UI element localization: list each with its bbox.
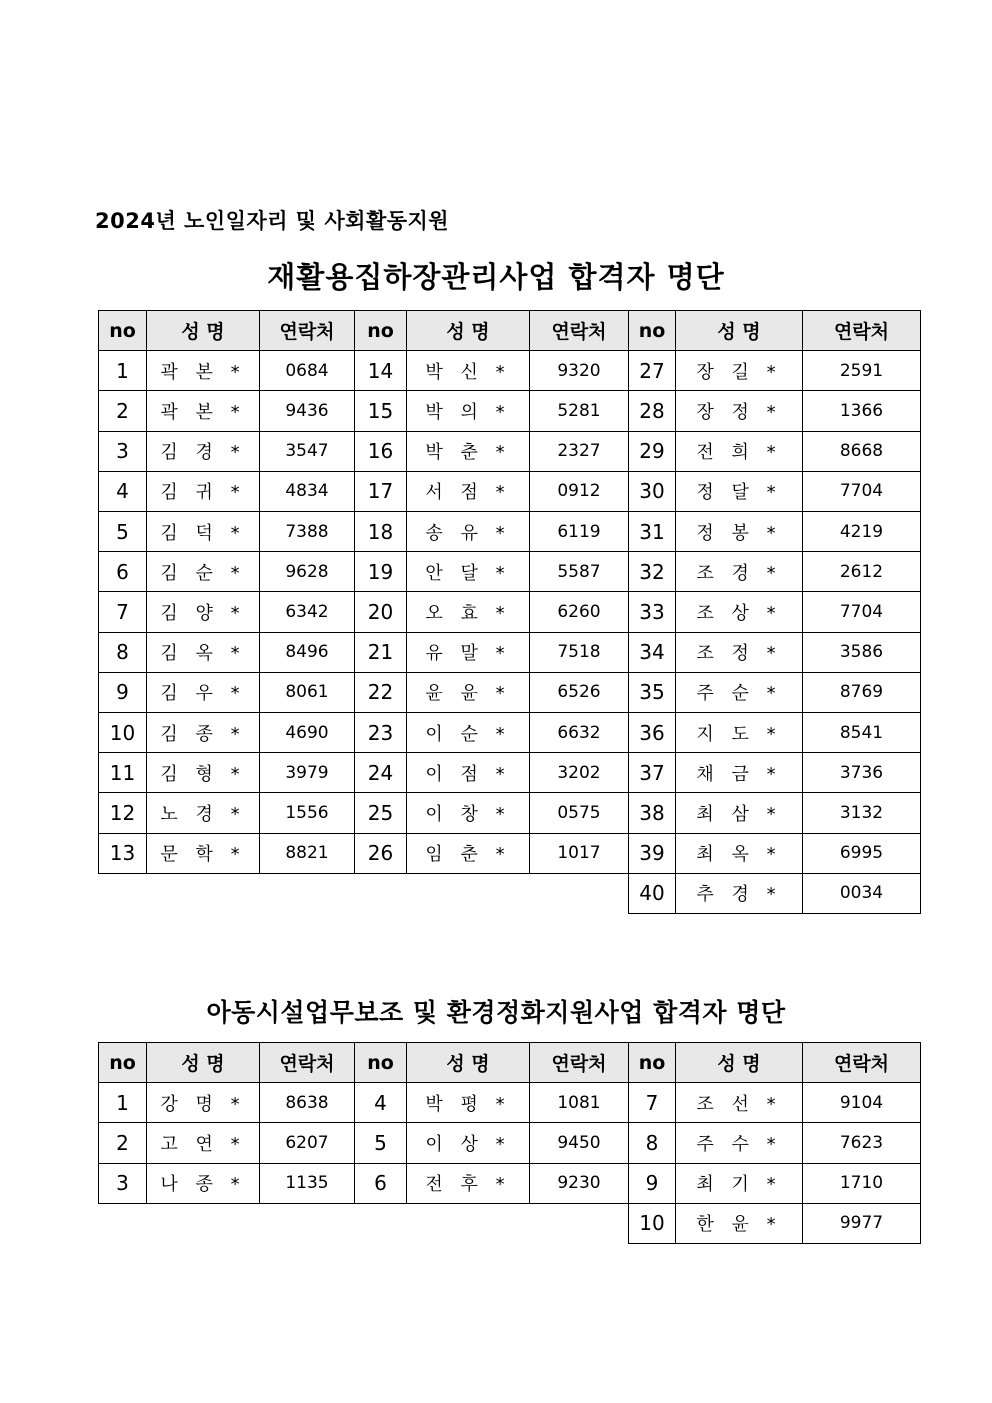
- row-number: 15: [354, 390, 407, 431]
- contact-number: 8541: [802, 712, 921, 753]
- contact-number: 3736: [802, 752, 921, 793]
- column-header: 연락처: [259, 1042, 355, 1083]
- contact-number: 9104: [802, 1082, 921, 1123]
- contact-number: 6119: [529, 511, 629, 552]
- row-number: 36: [628, 712, 676, 753]
- row-number: 17: [354, 471, 407, 512]
- person-name: 윤 윤 *: [406, 672, 530, 713]
- person-name: 추 경 *: [675, 873, 803, 914]
- person-name: 주 수 *: [675, 1122, 803, 1163]
- table-row: [99, 351, 921, 391]
- column-header: 연락처: [259, 310, 355, 351]
- table-row: [99, 633, 921, 673]
- row-number: 23: [354, 712, 407, 753]
- contact-number: 7704: [802, 591, 921, 632]
- row-number: 25: [354, 792, 407, 833]
- person-name: 송 유 *: [406, 511, 530, 552]
- column-header: 연락처: [802, 310, 921, 351]
- row-number: 16: [354, 431, 407, 472]
- table1-title: 재활용집하장관리사업 합격자 명단: [267, 260, 725, 294]
- person-name: 한 윤 *: [675, 1203, 803, 1244]
- row-number: 28: [628, 390, 676, 431]
- person-name: 전 후 *: [406, 1163, 530, 1204]
- table-row: [99, 673, 921, 713]
- column-header: 성 명: [675, 310, 803, 351]
- person-name: 김 경 *: [146, 431, 260, 472]
- row-number: 19: [354, 551, 407, 592]
- contact-number: 8061: [259, 672, 355, 713]
- table-row: [99, 834, 921, 874]
- row-number: 2: [98, 1122, 147, 1163]
- person-name: 최 삼 *: [675, 792, 803, 833]
- contact-number: 1135: [259, 1163, 355, 1204]
- person-name: 곽 본 *: [146, 350, 260, 391]
- row-number: 29: [628, 431, 676, 472]
- row-number: 4: [98, 471, 147, 512]
- person-name: 고 연 *: [146, 1122, 260, 1163]
- contact-number: 8769: [802, 672, 921, 713]
- row-number: 14: [354, 350, 407, 391]
- table-row: [99, 472, 921, 512]
- contact-number: 0912: [529, 471, 629, 512]
- person-name: 김 귀 *: [146, 471, 260, 512]
- row-number: 10: [628, 1203, 676, 1244]
- row-number: 9: [628, 1163, 676, 1204]
- row-number: 27: [628, 350, 676, 391]
- row-number: 1: [98, 1082, 147, 1123]
- table-row: [99, 753, 921, 793]
- column-header: no: [98, 1042, 147, 1083]
- contact-number: 1710: [802, 1163, 921, 1204]
- contact-number: 5587: [529, 551, 629, 592]
- contact-number: 0575: [529, 792, 629, 833]
- contact-number: 4834: [259, 471, 355, 512]
- column-header: 성 명: [406, 1042, 530, 1083]
- row-number: 20: [354, 591, 407, 632]
- person-name: 전 희 *: [675, 431, 803, 472]
- contact-number: 8638: [259, 1082, 355, 1123]
- contact-number: 4690: [259, 712, 355, 753]
- person-name: 박 춘 *: [406, 431, 530, 472]
- table-row: [99, 391, 921, 431]
- row-number: 37: [628, 752, 676, 793]
- row-number: 1: [98, 350, 147, 391]
- contact-number: 0034: [802, 873, 921, 914]
- row-number: 34: [628, 632, 676, 673]
- row-number: 40: [628, 873, 676, 914]
- contact-number: 8668: [802, 431, 921, 472]
- person-name: 이 창 *: [406, 792, 530, 833]
- contact-number: 6342: [259, 591, 355, 632]
- row-number: 13: [98, 833, 147, 874]
- contact-number: 1366: [802, 390, 921, 431]
- contact-number: 1081: [529, 1082, 629, 1123]
- row-number: 21: [354, 632, 407, 673]
- column-header: no: [628, 310, 676, 351]
- person-name: 정 달 *: [675, 471, 803, 512]
- person-name: 최 옥 *: [675, 833, 803, 874]
- table-row: [99, 1164, 921, 1204]
- row-number: 22: [354, 672, 407, 713]
- column-header: 성 명: [675, 1042, 803, 1083]
- contact-number: 3547: [259, 431, 355, 472]
- person-name: 문 학 *: [146, 833, 260, 874]
- contact-number: 9436: [259, 390, 355, 431]
- row-number: 24: [354, 752, 407, 793]
- table-row: [99, 793, 921, 833]
- table2-title: 아동시설업무보조 및 환경정화지원사업 합격자 명단: [206, 998, 786, 1027]
- row-number: 11: [98, 752, 147, 793]
- contact-number: 9320: [529, 350, 629, 391]
- table-row: [99, 512, 921, 552]
- row-number: 31: [628, 511, 676, 552]
- table-row: [99, 1123, 921, 1163]
- person-name: 박 신 *: [406, 350, 530, 391]
- contact-number: 5281: [529, 390, 629, 431]
- table-row: [99, 592, 921, 632]
- person-name: 최 기 *: [675, 1163, 803, 1204]
- contact-number: 3202: [529, 752, 629, 793]
- column-header: no: [354, 1042, 407, 1083]
- person-name: 채 금 *: [675, 752, 803, 793]
- person-name: 김 종 *: [146, 712, 260, 753]
- row-number: 33: [628, 591, 676, 632]
- table-row: [99, 552, 921, 592]
- contact-number: 1017: [529, 833, 629, 874]
- person-name: 곽 본 *: [146, 390, 260, 431]
- row-number: 7: [628, 1082, 676, 1123]
- person-name: 강 명 *: [146, 1082, 260, 1123]
- row-number: 39: [628, 833, 676, 874]
- person-name: 조 상 *: [675, 591, 803, 632]
- person-name: 이 상 *: [406, 1122, 530, 1163]
- contact-number: 6207: [259, 1122, 355, 1163]
- row-number: 6: [354, 1163, 407, 1204]
- table-row: [99, 432, 921, 472]
- person-name: 장 정 *: [675, 390, 803, 431]
- contact-number: 6526: [529, 672, 629, 713]
- contact-number: 7518: [529, 632, 629, 673]
- row-number: 30: [628, 471, 676, 512]
- row-number: 9: [98, 672, 147, 713]
- person-name: 오 효 *: [406, 591, 530, 632]
- header-row: [99, 1043, 921, 1083]
- contact-number: 6632: [529, 712, 629, 753]
- contact-number: 4219: [802, 511, 921, 552]
- person-name: 이 점 *: [406, 752, 530, 793]
- person-name: 박 평 *: [406, 1082, 530, 1123]
- row-number: 2: [98, 390, 147, 431]
- contact-number: 6260: [529, 591, 629, 632]
- person-name: 노 경 *: [146, 792, 260, 833]
- contact-number: 9628: [259, 551, 355, 592]
- column-header: 연락처: [529, 310, 629, 351]
- person-name: 임 춘 *: [406, 833, 530, 874]
- contact-number: 7704: [802, 471, 921, 512]
- person-name: 정 봉 *: [675, 511, 803, 552]
- contact-number: 2327: [529, 431, 629, 472]
- row-number: 4: [354, 1082, 407, 1123]
- row-number: 32: [628, 551, 676, 592]
- person-name: 이 순 *: [406, 712, 530, 753]
- contact-number: 8821: [259, 833, 355, 874]
- contact-number: 3586: [802, 632, 921, 673]
- contact-number: 0684: [259, 350, 355, 391]
- person-name: 주 순 *: [675, 672, 803, 713]
- person-name: 조 정 *: [675, 632, 803, 673]
- column-header: no: [354, 310, 407, 351]
- row-number: 3: [98, 1163, 147, 1204]
- header-row: [99, 311, 921, 351]
- person-name: 박 의 *: [406, 390, 530, 431]
- person-name: 유 말 *: [406, 632, 530, 673]
- person-name: 서 점 *: [406, 471, 530, 512]
- table-row: [99, 874, 921, 914]
- person-name: 지 도 *: [675, 712, 803, 753]
- contact-number: 9977: [802, 1203, 921, 1244]
- row-number: 18: [354, 511, 407, 552]
- row-number: 38: [628, 792, 676, 833]
- contact-number: 6995: [802, 833, 921, 874]
- person-name: 나 종 *: [146, 1163, 260, 1204]
- contact-number: 3979: [259, 752, 355, 793]
- row-number: 3: [98, 431, 147, 472]
- row-number: 6: [98, 551, 147, 592]
- column-header: no: [98, 310, 147, 351]
- table-row: [99, 1083, 921, 1123]
- row-number: 5: [354, 1122, 407, 1163]
- person-name: 김 양 *: [146, 591, 260, 632]
- person-name: 조 경 *: [675, 551, 803, 592]
- row-number: 26: [354, 833, 407, 874]
- column-header: no: [628, 1042, 676, 1083]
- contact-number: 7388: [259, 511, 355, 552]
- person-name: 김 덕 *: [146, 511, 260, 552]
- person-name: 장 길 *: [675, 350, 803, 391]
- contact-number: 8496: [259, 632, 355, 673]
- contact-number: 2591: [802, 350, 921, 391]
- row-number: 10: [98, 712, 147, 753]
- row-number: 5: [98, 511, 147, 552]
- person-name: 조 선 *: [675, 1082, 803, 1123]
- table-row: [99, 1204, 921, 1244]
- contact-number: 7623: [802, 1122, 921, 1163]
- column-header: 연락처: [529, 1042, 629, 1083]
- page-header: 2024년 노인일자리 및 사회활동지원: [95, 209, 450, 233]
- contact-number: 1556: [259, 792, 355, 833]
- person-name: 김 옥 *: [146, 632, 260, 673]
- column-header: 성 명: [406, 310, 530, 351]
- person-name: 김 우 *: [146, 672, 260, 713]
- column-header: 성 명: [146, 310, 260, 351]
- table-row: [99, 713, 921, 753]
- contact-number: 3132: [802, 792, 921, 833]
- person-name: 김 형 *: [146, 752, 260, 793]
- person-name: 안 달 *: [406, 551, 530, 592]
- row-number: 35: [628, 672, 676, 713]
- row-number: 7: [98, 591, 147, 632]
- person-name: 김 순 *: [146, 551, 260, 592]
- contact-number: 9450: [529, 1122, 629, 1163]
- row-number: 8: [98, 632, 147, 673]
- contact-number: 2612: [802, 551, 921, 592]
- column-header: 연락처: [802, 1042, 921, 1083]
- column-header: 성 명: [146, 1042, 260, 1083]
- contact-number: 9230: [529, 1163, 629, 1204]
- row-number: 8: [628, 1122, 676, 1163]
- row-number: 12: [98, 792, 147, 833]
